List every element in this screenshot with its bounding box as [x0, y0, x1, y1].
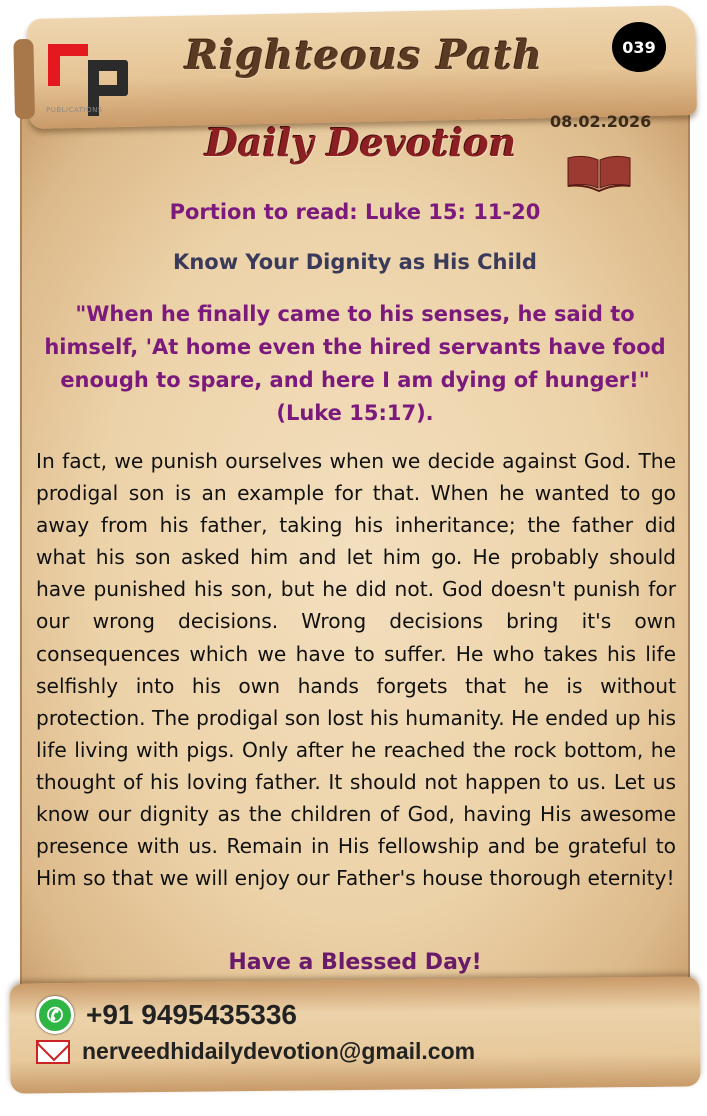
- phone-contact: [36, 996, 297, 1034]
- reading-portion: Portion to read: Luke 15: 11-20: [169, 200, 541, 224]
- phone-number: +91 9495435336: [86, 999, 297, 1030]
- scripture-quote: "When he finally came to his senses, he said to himself, 'At home even the hired servants have food enough to spare, and here I am dying of hunger!" (Luke 15:17).: [44, 302, 666, 425]
- devotion-body: In fact, we punish ourselves when we decide against God. The prodigal son is an example for that. When he wanted to go away from his father, taking his inheritance; the father did what his son asked him and let him go. He probably should have punished his son, but he did not. God doesn't punish for our wrong decisions. Wrong decisions bring it's own consequences which we have to suffer. He who takes his life selfishly into his own hands forgets that he is without protection. The prodigal son lost his humanity. He ended up his life living with pigs. Only after he reached the rock bottom, he thought of his loving father. It should not happen to us. Let us know our dignity as the children of God, having His awesome presence with us. Remain in His fellowship and be grateful to Him so that we will enjoy our Father's house thorough eternity!: [36, 449, 676, 891]
- issue-badge: 039: [612, 22, 666, 72]
- date: 08.02.2026: [550, 112, 652, 131]
- subtitle: Daily Devotion: [205, 120, 517, 165]
- email-contact: [36, 1038, 475, 1065]
- email-address: nerveedhidailydevotion@gmail.com: [82, 1038, 476, 1064]
- bottom-scroll-roll: [9, 976, 700, 1093]
- whatsapp-icon: ✆: [36, 996, 74, 1034]
- devotion-heading: Know Your Dignity as His Child: [173, 250, 537, 274]
- open-book-icon: [566, 154, 632, 192]
- closing-blessing: Have a Blessed Day!: [228, 950, 482, 975]
- mail-icon: [36, 1040, 70, 1064]
- brand-title: Righteous Path: [185, 32, 544, 79]
- rp-logo: PUBLICATIONS: [44, 40, 134, 120]
